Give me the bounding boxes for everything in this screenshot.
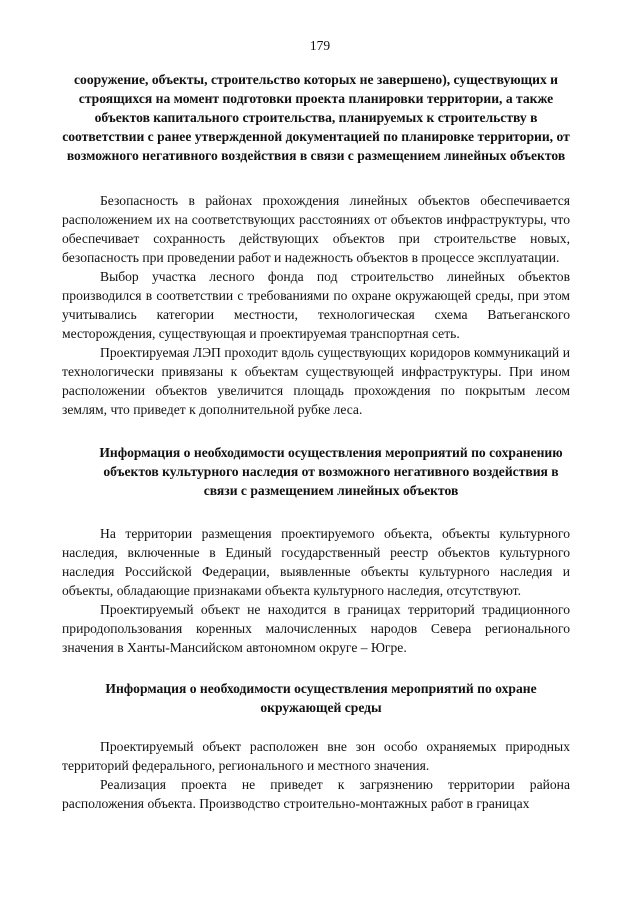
section-heading-protection-of-objects: сооружение, объекты, строительство которых не завершено), существующих и строящихся на момент подготовки проекта планировки территории, а также объектов капитального строительства, планируемых к строительству в соответствии с ранее утвержденной документацией по планировке территории, от возможного негативного воздействия в связи с размещением линейных объектов bbox=[62, 72, 570, 163]
paragraph-traditional-land-use: Проектируемый объект не находится в границах территорий традиционного природопользования коренных малочисленных народов Севера регионального значения в Ханты-Мансийском автономном округе – Югре. bbox=[62, 602, 570, 655]
paragraph-cultural-heritage-absent: На территории размещения проектируемого объекта, объекты культурного наследия, включенные в Единый государственный реестр объектов культурного наследия Российской Федерации, выявленные объекты культурного наследия и объекты, обладающие признаками объекта культурного наследия, отсутствуют. bbox=[62, 526, 570, 598]
section-heading-environmental-protection: Информация о необходимости осуществления мероприятий по охране окружающей среды bbox=[105, 681, 537, 715]
paragraph-site-selection: Выбор участка лесного фонда под строительство линейных объектов производился в соответствии с требованиями по охране окружающей среды, при этом учитывались категории местности, технологическая схема Ватьеганского месторождения, существующая и проектируемая транспортная сеть. bbox=[62, 269, 570, 341]
page-number: 179 bbox=[309, 38, 331, 53]
paragraph-protected-areas: Проектируемый объект расположен вне зон особо охраняемых природных территорий федерального, регионального и местного значения. bbox=[62, 739, 570, 773]
paragraph-no-pollution: Реализация проекта не приведет к загрязнению территории района расположения объекта. Производство строительно-монтажных работ в границах bbox=[62, 777, 570, 811]
section-heading-cultural-heritage: Информация о необходимости осуществления мероприятий по сохранению объектов культурного наследия от возможного негативного воздействия в связи с размещением линейных объектов bbox=[99, 445, 563, 498]
paragraph-power-line-route: Проектируемая ЛЭП проходит вдоль существующих коридоров коммуникаций и технологически привязаны к объектам существующей инфраструктуры. При ином расположении объектов увеличится площадь прохождения по покрытым лесом землям, что приведет к дополнительной рубке леса. bbox=[62, 345, 570, 417]
page-content bbox=[62, 70, 570, 813]
paragraph-safety: Безопасность в районах прохождения линейных объектов обеспечивается расположением их на соответствующих расстояниях от объектов инфраструктуры, что обеспечивает сохранность действующих объектов при строительстве новых, безопасность при проведении работ и надежность объектов в процессе эксплуатации. bbox=[62, 193, 570, 265]
